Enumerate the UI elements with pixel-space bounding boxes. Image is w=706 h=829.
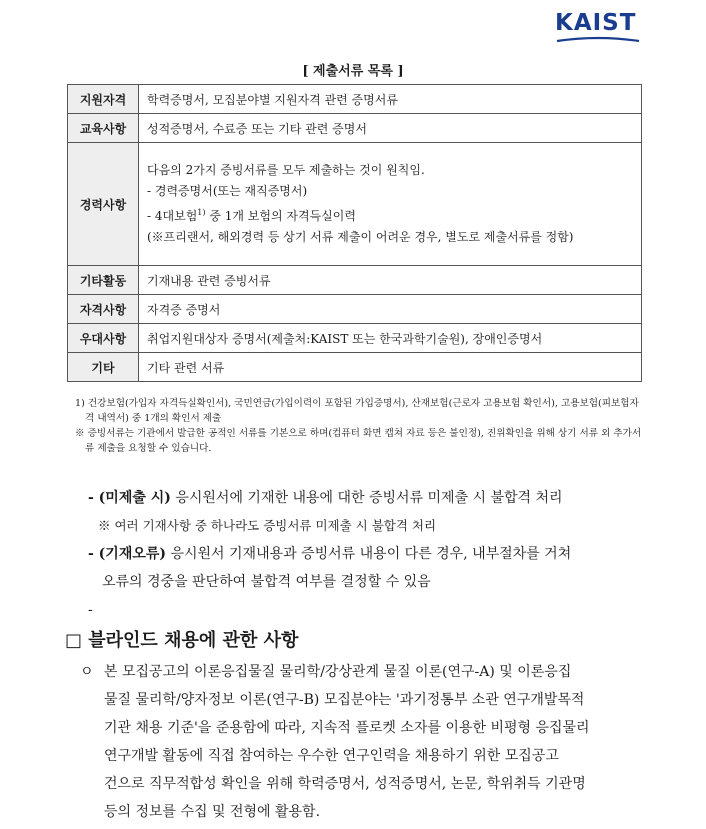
- row-content: 취업지원대상자 증명서(제출처:KAIST 또는 한국과학기술원), 장애인증명서: [139, 324, 642, 353]
- kaist-logo: [555, 12, 641, 44]
- row-label: 경력사항: [68, 143, 139, 266]
- row-label: 지원자격: [68, 85, 139, 114]
- row-content: 기재내용 관련 증빙서류: [139, 266, 642, 295]
- error-clause: - (기재오류) 응시원서 기재내용과 증빙서류 내용이 다른 경우, 내부절차를 거쳐: [88, 546, 572, 562]
- row-label: 교육사항: [68, 114, 139, 143]
- empty-dash: -: [88, 602, 93, 618]
- error-clause-continued: 오류의 경중을 판단하여 불합격 여부를 결정할 수 있음: [102, 574, 431, 590]
- row-content: 기타 관련 서류: [139, 353, 642, 382]
- row-label: 우대사항: [68, 324, 139, 353]
- row-content: 성적증명서, 수료증 또는 기타 관련 증명서: [139, 114, 642, 143]
- missing-clause: - (미제출 시) 응시원서에 기재한 내용에 대한 증빙서류 미제출 시 불합격 처리: [88, 490, 563, 506]
- footnote: ※ 증빙서류는 기관에서 발급한 공적인 서류를 기본으로 하며(컴퓨터 화면 캡쳐 자료 등은 불인정), 진위확인을 위해 상기 서류 외 추가서류 제출을 요청할 수 있습니다.: [75, 428, 642, 454]
- penalty-clauses: [88, 484, 658, 624]
- paragraph-line: 기관 채용 기준'을 준용함에 따라, 지속적 플로켓 소자를 이용한 비평형 응집물리: [104, 720, 590, 736]
- career-line: - 4대보험$^{1)}$ 중 1개 보험의 자격득실이력: [147, 208, 356, 223]
- career-line: 다음의 2가지 증빙서류를 모두 제출하는 것이 원칙임.: [147, 163, 425, 177]
- paragraph-line: 등의 정보를 수집 및 전형에 활용함.: [104, 804, 321, 820]
- logo-swoosh-icon: [555, 36, 641, 44]
- paragraph-line: 연구개발 활동에 직접 참여하는 우수한 연구인력을 채용하기 위한 모집공고: [104, 748, 559, 764]
- missing-note: ※ 여러 기재사항 중 하나라도 증빙서류 미제출 시 불합격 처리: [98, 518, 437, 533]
- career-line: - 경력증명서(또는 재직증명서): [147, 184, 308, 198]
- row-content: 자격증 증명서: [139, 295, 642, 324]
- row-label: 기타: [68, 353, 139, 382]
- table-row: [68, 85, 642, 114]
- table-row: [68, 143, 642, 266]
- career-line: (※프리랜서, 해외경력 등 상기 서류 제출이 어려운 경우, 별도로 제출서류를 정함): [147, 230, 574, 244]
- circle-bullet-icon: ㅇ: [80, 664, 94, 680]
- section-title: □ 블라인드 채용에 관한 사항: [65, 630, 299, 651]
- row-content: 학력증명서, 모집분야별 지원자격 관련 증명서류: [139, 85, 642, 114]
- required-documents-table: [67, 84, 642, 382]
- paragraph-line: 본 모집공고의 이론응집물질 물리학/강상관계 물질 이론(연구-A) 및 이론응집: [104, 664, 572, 680]
- table-row: [68, 324, 642, 353]
- row-label: 기타활동: [68, 266, 139, 295]
- table-row: [68, 114, 642, 143]
- blind-hiring-paragraph: [80, 658, 650, 826]
- table-row: [68, 266, 642, 295]
- paragraph-line: 물질 물리학/양자정보 이론(연구-B) 모집분야는 '과기정통부 소관 연구개발목적: [104, 692, 585, 708]
- document-list-title: [ 제출서류 목록 ]: [302, 64, 404, 79]
- row-label: 자격사항: [68, 295, 139, 324]
- logo-text: KAIST: [555, 10, 637, 36]
- footnote: 1) 건강보험(가입자 자격득실확인서), 국민연금(가입이력이 포함된 가입증명서), 산재보험(근로자 고용보험 확인서), 고용보험(피보험자격 내역서) 중 1개의 확인서 제출: [75, 398, 639, 424]
- table-row: [68, 295, 642, 324]
- footnotes: [75, 396, 645, 456]
- paragraph-line: 건으로 직무적합성 확인을 위해 학력증명서, 성적증명서, 논문, 학위취득 기관명: [104, 776, 586, 792]
- row-content: [139, 143, 642, 266]
- footnote-mark: 1): [197, 208, 206, 217]
- table-row: [68, 353, 642, 382]
